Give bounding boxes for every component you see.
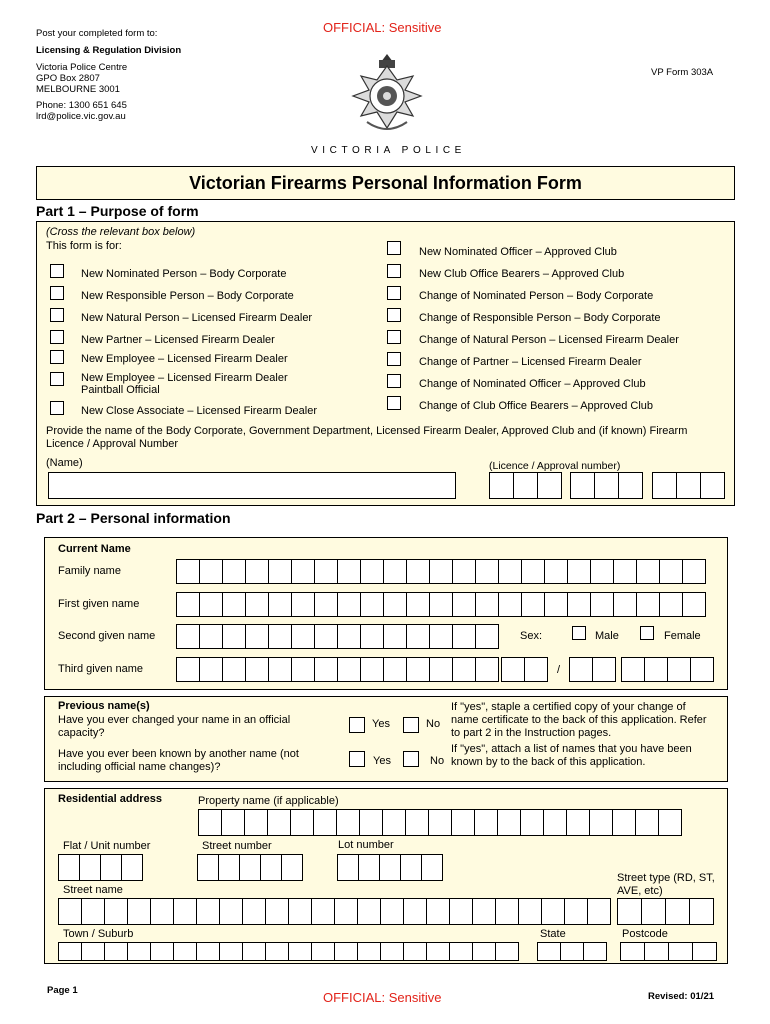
street-name-label: Street name (63, 884, 123, 896)
question-other-name: Have you ever been known by another name (not including official name changes)? (58, 748, 299, 773)
property-name-cell[interactable] (198, 809, 222, 836)
property-name-cell[interactable] (520, 809, 544, 836)
no-label: No (426, 718, 441, 730)
second-given-name-cell[interactable] (291, 624, 315, 649)
option-label: New Partner – Licensed Firearm Dealer (81, 334, 275, 346)
property-name-label: Property name (if applicable) (198, 795, 339, 807)
post-to-label: Post your completed form to: (36, 28, 158, 39)
email-label: lrd@police.vic.gov.au (36, 111, 126, 122)
first-given-name-cell[interactable] (245, 592, 269, 617)
postcode-cell[interactable] (692, 942, 717, 961)
first-given-name-cell[interactable] (567, 592, 591, 617)
first-given-name-cell[interactable] (429, 592, 453, 617)
postcode-cell[interactable] (668, 942, 693, 961)
family-name-cell[interactable] (337, 559, 361, 584)
street-name-cell[interactable] (288, 898, 312, 925)
dob-year-cell[interactable] (621, 657, 645, 682)
street-type-cell[interactable] (617, 898, 642, 925)
street-name-cell[interactable] (518, 898, 542, 925)
town-suburb-cell[interactable] (81, 942, 105, 961)
town-suburb-cell[interactable] (472, 942, 496, 961)
town-suburb-cell[interactable] (265, 942, 289, 961)
previous-names-heading: Previous name(s) (58, 700, 150, 712)
street-name-cell[interactable] (242, 898, 266, 925)
first-given-name-cell[interactable] (521, 592, 545, 617)
dob-month-cell[interactable] (592, 657, 616, 682)
licence-number-cell[interactable] (513, 472, 538, 499)
current-name-heading: Current Name (58, 543, 131, 555)
street-name-cell[interactable] (104, 898, 128, 925)
family-name-cell[interactable] (636, 559, 660, 584)
checkbox-new-club-office-bearers[interactable] (387, 264, 401, 278)
town-suburb-cell[interactable] (127, 942, 151, 961)
lot-number-cell[interactable] (337, 854, 359, 881)
family-name-cell[interactable] (291, 559, 315, 584)
family-name-cell[interactable] (383, 559, 407, 584)
sex-label: Sex: (520, 630, 543, 642)
checkbox-new-close-associate[interactable] (50, 401, 64, 415)
second-given-name-label: Second given name (58, 630, 156, 642)
provide-instruction: Provide the name of the Body Corporate, Government Department, Licensed Firearm Dealer, Approved Club and (if known) Firearm Licence / Approval Number (46, 425, 688, 450)
town-suburb-cell[interactable] (334, 942, 358, 961)
checkbox-new-partner[interactable] (50, 330, 64, 344)
family-name-cell[interactable] (429, 559, 453, 584)
checkbox-change-responsible-person[interactable] (387, 308, 401, 322)
third-given-name-cell[interactable] (475, 657, 499, 682)
first-given-name-cell[interactable] (406, 592, 430, 617)
form-title: Victorian Firearms Personal Information Form (189, 173, 582, 193)
property-name-cell[interactable] (290, 809, 314, 836)
sex-female-checkbox[interactable] (640, 626, 654, 640)
property-name-cell[interactable] (405, 809, 429, 836)
q2-yes-checkbox[interactable] (349, 751, 365, 767)
licence-label: (Licence / Approval number) (489, 460, 621, 472)
street-name-cell[interactable] (403, 898, 427, 925)
family-name-cell[interactable] (567, 559, 591, 584)
flat-unit-cell[interactable] (58, 854, 80, 881)
street-name-cell[interactable] (196, 898, 220, 925)
street-name-cell[interactable] (81, 898, 105, 925)
second-given-name-cell[interactable] (176, 624, 200, 649)
checkbox-new-natural-person[interactable] (50, 308, 64, 322)
family-name-cell[interactable] (613, 559, 637, 584)
first-given-name-cell[interactable] (590, 592, 614, 617)
second-given-name-cell[interactable] (245, 624, 269, 649)
option-label: Change of Nominated Person – Body Corporate (419, 290, 654, 302)
family-name-cell[interactable] (245, 559, 269, 584)
third-given-name-cell[interactable] (360, 657, 384, 682)
property-name-cell[interactable] (428, 809, 452, 836)
third-given-name-cell[interactable] (337, 657, 361, 682)
first-given-name-cell[interactable] (475, 592, 499, 617)
street-number-cell[interactable] (197, 854, 219, 881)
note-other-names: If "yes", attach a list of names that you have been known by to the back of this application. (451, 743, 692, 768)
street-name-cell[interactable] (426, 898, 450, 925)
state-cell[interactable] (583, 942, 607, 961)
lot-number-cell[interactable] (379, 854, 401, 881)
town-suburb-cell[interactable] (196, 942, 220, 961)
family-name-cell[interactable] (544, 559, 568, 584)
town-suburb-cell[interactable] (495, 942, 519, 961)
street-name-cell[interactable] (58, 898, 82, 925)
option-label: Change of Nominated Officer – Approved Club (419, 378, 646, 390)
street-name-cell[interactable] (334, 898, 358, 925)
town-suburb-cell[interactable] (219, 942, 243, 961)
victoria-police-crest (349, 52, 425, 138)
street-number-cell[interactable] (260, 854, 282, 881)
checkbox-change-natural-person[interactable] (387, 330, 401, 344)
property-name-cell[interactable] (543, 809, 567, 836)
postcode-label: Postcode (622, 928, 668, 940)
street-type-label: Street type (RD, ST, AVE, etc) (617, 872, 715, 897)
licence-number-cell[interactable] (700, 472, 725, 499)
street-name-cell[interactable] (587, 898, 611, 925)
option-label: Change of Natural Person – Licensed Firearm Dealer (419, 334, 679, 346)
first-given-name-cell[interactable] (199, 592, 223, 617)
second-given-name-cell[interactable] (268, 624, 292, 649)
family-name-cell[interactable] (682, 559, 706, 584)
family-name-cell[interactable] (314, 559, 338, 584)
option-label: New Close Associate – Licensed Firearm Dealer (81, 405, 317, 417)
dob-day-cell[interactable] (501, 657, 525, 682)
lot-number-cell[interactable] (421, 854, 443, 881)
family-name-cell[interactable] (176, 559, 200, 584)
family-name-cell[interactable] (406, 559, 430, 584)
checkbox-change-nominated-person[interactable] (387, 286, 401, 300)
town-suburb-cell[interactable] (104, 942, 128, 961)
checkbox-new-nominated-officer[interactable] (387, 241, 401, 255)
state-cell[interactable] (537, 942, 561, 961)
property-name-cell[interactable] (566, 809, 590, 836)
dob-month-cell[interactable] (569, 657, 593, 682)
flat-unit-cell[interactable] (121, 854, 143, 881)
property-name-cell[interactable] (451, 809, 475, 836)
property-name-cell[interactable] (658, 809, 682, 836)
address-line-3: MELBOURNE 3001 (36, 84, 120, 95)
organisation-name-input[interactable] (48, 472, 456, 499)
option-label: New Employee – Licensed Firearm Dealer (81, 372, 288, 384)
second-given-name-cell[interactable] (452, 624, 476, 649)
property-name-cell[interactable] (474, 809, 498, 836)
street-name-cell[interactable] (311, 898, 335, 925)
form-number: VP Form 303A (651, 67, 714, 78)
family-name-cell[interactable] (498, 559, 522, 584)
checkbox-change-club-office-bearers[interactable] (387, 396, 401, 410)
address-line-2: GPO Box 2807 (36, 73, 100, 84)
postcode-cell[interactable] (620, 942, 645, 961)
note-change-of-name: If "yes", staple a certified copy of your change of name certificate to the back of this application. Refer to part 2 in the Instruction pages. (451, 701, 707, 739)
second-given-name-cell[interactable] (222, 624, 246, 649)
licence-number-cell[interactable] (676, 472, 701, 499)
second-given-name-cell[interactable] (475, 624, 499, 649)
third-given-name-cell[interactable] (268, 657, 292, 682)
third-given-name-cell[interactable] (222, 657, 246, 682)
official-sensitive-top: OFFICIAL: Sensitive (323, 20, 442, 35)
second-given-name-cell[interactable] (429, 624, 453, 649)
second-given-name-cell[interactable] (337, 624, 361, 649)
town-suburb-cell[interactable] (173, 942, 197, 961)
town-suburb-cell[interactable] (150, 942, 174, 961)
q1-no-checkbox[interactable] (403, 717, 419, 733)
third-given-name-cell[interactable] (314, 657, 338, 682)
option-label: Change of Responsible Person – Body Corporate (419, 312, 661, 324)
second-given-name-cell[interactable] (314, 624, 338, 649)
postcode-cell[interactable] (644, 942, 669, 961)
option-label: New Natural Person – Licensed Firearm Dealer (81, 312, 313, 324)
property-name-cell[interactable] (382, 809, 406, 836)
street-name-cell[interactable] (150, 898, 174, 925)
title-box (36, 166, 735, 200)
licence-number-cell[interactable] (570, 472, 595, 499)
third-given-name-cell[interactable] (199, 657, 223, 682)
town-suburb-cell[interactable] (403, 942, 427, 961)
property-name-cell[interactable] (267, 809, 291, 836)
q1-yes-checkbox[interactable] (349, 717, 365, 733)
street-number-cell[interactable] (239, 854, 261, 881)
town-suburb-cell[interactable] (426, 942, 450, 961)
family-name-cell[interactable] (452, 559, 476, 584)
checkbox-new-responsible-person[interactable] (50, 286, 64, 300)
property-name-cell[interactable] (635, 809, 659, 836)
first-given-name-cell[interactable] (682, 592, 706, 617)
family-name-label: Family name (58, 565, 121, 577)
family-name-cell[interactable] (360, 559, 384, 584)
residential-address-heading: Residential address (58, 793, 162, 805)
checkbox-new-nominated-person[interactable] (50, 264, 64, 278)
page-number: Page 1 (47, 985, 78, 996)
revised-date: Revised: 01/21 (648, 991, 715, 1002)
street-name-cell[interactable] (173, 898, 197, 925)
property-name-cell[interactable] (497, 809, 521, 836)
family-name-cell[interactable] (590, 559, 614, 584)
first-given-name-cell[interactable] (613, 592, 637, 617)
town-suburb-cell[interactable] (357, 942, 381, 961)
town-suburb-cell[interactable] (311, 942, 335, 961)
part1-intro: This form is for: (46, 240, 122, 252)
street-number-cell[interactable] (281, 854, 303, 881)
street-type-cell[interactable] (665, 898, 690, 925)
agency-name: VICTORIA POLICE (311, 145, 466, 156)
property-name-cell[interactable] (359, 809, 383, 836)
property-name-cell[interactable] (244, 809, 268, 836)
third-given-name-cell[interactable] (406, 657, 430, 682)
licence-number-cell[interactable] (618, 472, 643, 499)
street-number-cell[interactable] (218, 854, 240, 881)
property-name-cell[interactable] (336, 809, 360, 836)
first-given-name-cell[interactable] (452, 592, 476, 617)
licence-number-cell[interactable] (594, 472, 619, 499)
dob-year-cell[interactable] (644, 657, 668, 682)
name-label: (Name) (46, 457, 83, 469)
family-name-cell[interactable] (659, 559, 683, 584)
part1-heading: Part 1 – Purpose of form (36, 203, 199, 219)
second-given-name-cell[interactable] (383, 624, 407, 649)
licence-number-cell[interactable] (537, 472, 562, 499)
option-label: New Nominated Person – Body Corporate (81, 268, 287, 280)
property-name-cell[interactable] (589, 809, 613, 836)
first-given-name-cell[interactable] (337, 592, 361, 617)
first-given-name-cell[interactable] (360, 592, 384, 617)
family-name-cell[interactable] (475, 559, 499, 584)
licence-number-cell[interactable] (652, 472, 677, 499)
option-label: New Responsible Person – Body Corporate (81, 290, 294, 302)
second-given-name-cell[interactable] (199, 624, 223, 649)
first-given-name-cell[interactable] (314, 592, 338, 617)
yes-label: Yes (372, 718, 390, 730)
licence-number-cell[interactable] (489, 472, 514, 499)
property-name-cell[interactable] (313, 809, 337, 836)
street-name-cell[interactable] (380, 898, 404, 925)
yes-label: Yes (373, 755, 391, 767)
street-type-cell[interactable] (689, 898, 714, 925)
family-name-cell[interactable] (222, 559, 246, 584)
first-given-name-cell[interactable] (176, 592, 200, 617)
lot-number-cell[interactable] (400, 854, 422, 881)
question-name-changed: Have you ever changed your name in an official capacity? (58, 714, 291, 739)
street-name-cell[interactable] (495, 898, 519, 925)
flat-unit-cell[interactable] (79, 854, 101, 881)
street-name-cell[interactable] (265, 898, 289, 925)
family-name-cell[interactable] (268, 559, 292, 584)
first-given-name-cell[interactable] (659, 592, 683, 617)
option-label: Change of Partner – Licensed Firearm Dealer (419, 356, 642, 368)
street-name-cell[interactable] (449, 898, 473, 925)
checkbox-change-partner[interactable] (387, 352, 401, 366)
street-name-cell[interactable] (127, 898, 151, 925)
street-type-cell[interactable] (641, 898, 666, 925)
division-label: Licensing & Regulation Division (36, 45, 182, 56)
male-label: Male (595, 630, 619, 642)
option-label: New Employee – Licensed Firearm Dealer (81, 353, 288, 365)
third-given-name-cell[interactable] (291, 657, 315, 682)
checkbox-change-nominated-officer[interactable] (387, 374, 401, 388)
second-given-name-cell[interactable] (406, 624, 430, 649)
third-given-name-cell[interactable] (429, 657, 453, 682)
street-name-cell[interactable] (472, 898, 496, 925)
state-cell[interactable] (560, 942, 584, 961)
dob-day-cell[interactable] (524, 657, 548, 682)
dob-separator: / (557, 664, 561, 676)
part2-heading: Part 2 – Personal information (36, 510, 231, 526)
lot-number-label: Lot number (338, 839, 394, 851)
flat-unit-label: Flat / Unit number (63, 840, 151, 852)
no-label: No (430, 755, 445, 767)
address-line-1: Victoria Police Centre (36, 62, 128, 73)
property-name-cell[interactable] (612, 809, 636, 836)
part1-instruction: (Cross the relevant box below) (46, 226, 196, 238)
family-name-cell[interactable] (521, 559, 545, 584)
first-given-name-cell[interactable] (268, 592, 292, 617)
town-suburb-cell[interactable] (449, 942, 473, 961)
official-sensitive-bottom: OFFICIAL: Sensitive (323, 990, 442, 1005)
phone-label: Phone: 1300 651 645 (36, 100, 127, 111)
street-name-cell[interactable] (219, 898, 243, 925)
family-name-cell[interactable] (199, 559, 223, 584)
street-name-cell[interactable] (541, 898, 565, 925)
q2-no-checkbox[interactable] (403, 751, 419, 767)
street-name-cell[interactable] (357, 898, 381, 925)
town-suburb-label: Town / Suburb (63, 928, 134, 940)
sex-male-checkbox[interactable] (572, 626, 586, 640)
checkbox-new-employee-paintball[interactable] (50, 372, 64, 386)
town-suburb-cell[interactable] (242, 942, 266, 961)
street-number-label: Street number (202, 840, 272, 852)
female-label: Female (664, 630, 701, 642)
dob-year-cell[interactable] (690, 657, 714, 682)
second-given-name-cell[interactable] (360, 624, 384, 649)
option-label: New Club Office Bearers – Approved Club (419, 268, 625, 280)
town-suburb-cell[interactable] (380, 942, 404, 961)
first-given-name-label: First given name (58, 598, 140, 610)
third-given-name-label: Third given name (58, 663, 143, 675)
third-given-name-cell[interactable] (176, 657, 200, 682)
property-name-cell[interactable] (221, 809, 245, 836)
lot-number-cell[interactable] (358, 854, 380, 881)
third-given-name-cell[interactable] (452, 657, 476, 682)
option-label: Paintball Official (81, 384, 160, 396)
town-suburb-cell[interactable] (58, 942, 82, 961)
third-given-name-cell[interactable] (245, 657, 269, 682)
first-given-name-cell[interactable] (636, 592, 660, 617)
first-given-name-cell[interactable] (498, 592, 522, 617)
dob-year-cell[interactable] (667, 657, 691, 682)
first-given-name-cell[interactable] (383, 592, 407, 617)
flat-unit-cell[interactable] (100, 854, 122, 881)
third-given-name-cell[interactable] (383, 657, 407, 682)
town-suburb-cell[interactable] (288, 942, 312, 961)
first-given-name-cell[interactable] (222, 592, 246, 617)
state-label: State (540, 928, 566, 940)
street-name-cell[interactable] (564, 898, 588, 925)
option-label: New Nominated Officer – Approved Club (419, 246, 617, 258)
first-given-name-cell[interactable] (291, 592, 315, 617)
first-given-name-cell[interactable] (544, 592, 568, 617)
option-label: Change of Club Office Bearers – Approved Club (419, 400, 653, 412)
checkbox-new-employee[interactable] (50, 350, 64, 364)
